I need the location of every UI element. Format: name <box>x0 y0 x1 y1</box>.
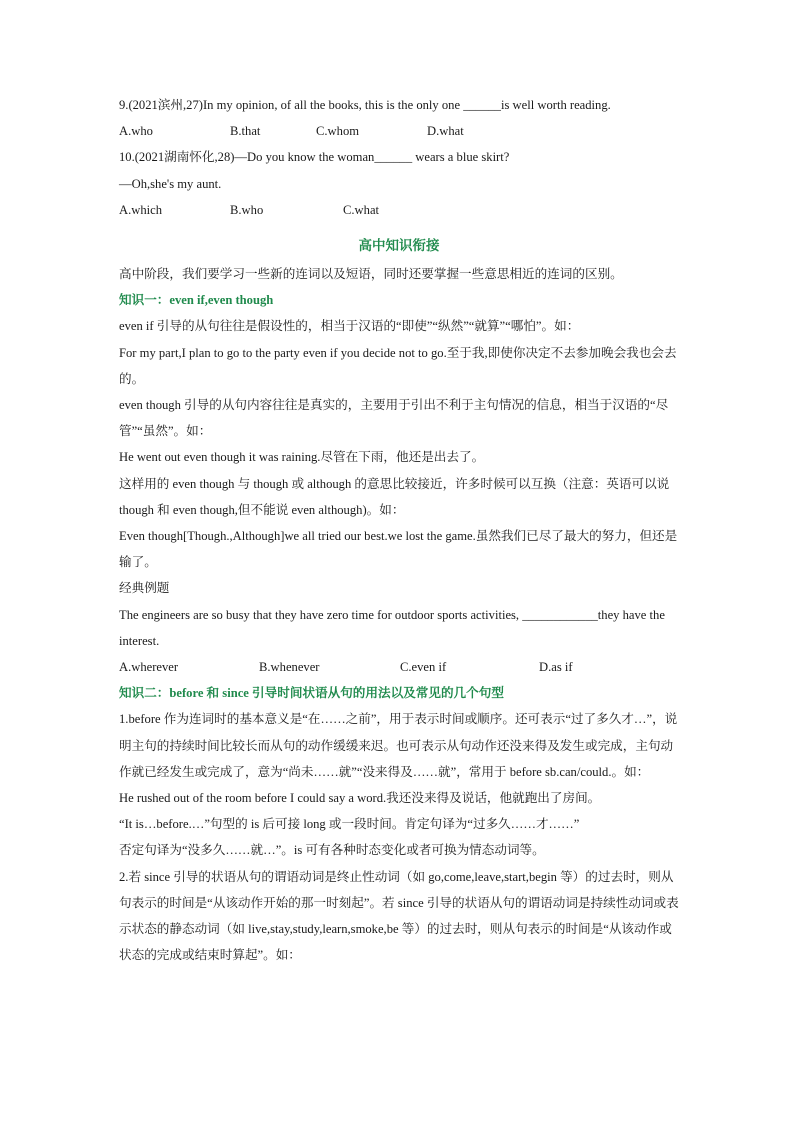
k1-paragraph-4: He went out even though it was raining.尽管在下雨，他还是出去了。 <box>119 450 485 465</box>
question-9-stem: 9.(2021滨州,27)In my opinion, of all the books, this is the only one ______is well worth reading. <box>119 98 611 112</box>
option-c: C.whom <box>316 124 360 139</box>
document-page <box>119 92 679 969</box>
option-c: C.what <box>343 202 380 217</box>
k1-paragraph-6: Even though[Though.,Although]we all tried our best.we lost the game.虽然我们已尽了最大的努力，但还是输了。 <box>119 529 678 570</box>
example-stem: The engineers are so busy that they have zero time for outdoor sports activities, ____________they have the interest. <box>119 607 665 648</box>
question-10-stem: 10.(2021湖南怀化,28)—Do you know the woman______ wears a blue skirt? <box>119 150 510 165</box>
example-options <box>119 654 679 680</box>
option-a: A.which <box>119 202 163 217</box>
k2-paragraph-2: He rushed out of the room before I could say a word.我还没来得及说话，他就跑出了房间。 <box>119 791 601 806</box>
option-a: A.who <box>119 124 153 139</box>
option-c: C.even if <box>400 660 447 675</box>
k1-paragraph-3: even though 引导的从句内容往往是真实的，主要用于引出不利于主句情况的信息，相当于汉语的“尽管”“虽然”。如： <box>119 398 669 439</box>
option-a: A.wherever <box>119 660 179 675</box>
example-label: 经典例题 <box>119 581 170 596</box>
option-d: D.as if <box>539 660 573 675</box>
knowledge-1-heading: 知识一：even if,even though <box>119 293 274 308</box>
question-9-options <box>119 118 679 144</box>
intro-paragraph: 高中阶段，我们要学习一些新的连词以及短语，同时还要掌握一些意思相近的连词的区别。 <box>119 266 623 282</box>
option-b: B.who <box>230 202 264 217</box>
k2-paragraph-4: 否定句译为“没多久……就…”。is 可有各种时态变化或者可换为情态动词等。 <box>119 843 545 858</box>
question-10-options <box>119 197 679 223</box>
k2-paragraph-5: 2.若 since 引导的状语从句的谓语动词是终止性动词（如 go,come,leave,start,begin 等）的过去时，则从句表示的时间是“从该动作开始的那一时刻起”。若 since 引导的状语从句的谓语动词是持续性动词或表示状态的静态动词（如 live,stay,study,learn,smoke,be 等）的过去时，则从句表示的时间是“从该动作或状态的完成或结束时算起”。如： <box>119 869 679 963</box>
question-10-answer-line: —Oh,she's my aunt. <box>119 176 222 191</box>
option-d: D.what <box>427 124 464 139</box>
k1-paragraph-1: even if 引导的从句往往是假设性的，相当于汉语的“即使”“纵然”“就算”“哪怕”。如： <box>119 319 580 334</box>
k1-paragraph-2: For my part,I plan to go to the party even if you decide not to go.至于我,即使你决定不去参加晚会我也会去的。 <box>119 345 677 386</box>
k2-paragraph-1: 1.before 作为连词时的基本意义是“在……之前”，用于表示时间或顺序。还可表示“过了多久才…”，说明主句的持续时间比较长而从句的动作缓缓来迟。也可表示从句动作还没来得及发生或完成，主句动作就已经发生或完成了，意为“尚未……就”“没来得及……就”，常用于 before sb.can/could.。如： <box>119 712 678 779</box>
k2-paragraph-3: “It is…before.…”句型的 is 后可接 long 或一段时间。肯定句译为“过多久……才……” <box>119 817 580 832</box>
option-b: B.whenever <box>259 660 320 675</box>
knowledge-2-heading: 知识二：before 和 since 引导时间状语从句的用法以及常见的几个句型 <box>119 686 504 701</box>
k1-paragraph-5: 这样用的 even though 与 though 或 although 的意思比较接近，许多时候可以互换（注意：英语可以说 though 和 even though,但不能说 even although)。如： <box>119 476 670 517</box>
section-title: 高中知识衔接 <box>358 238 440 255</box>
option-b: B.that <box>230 124 261 139</box>
